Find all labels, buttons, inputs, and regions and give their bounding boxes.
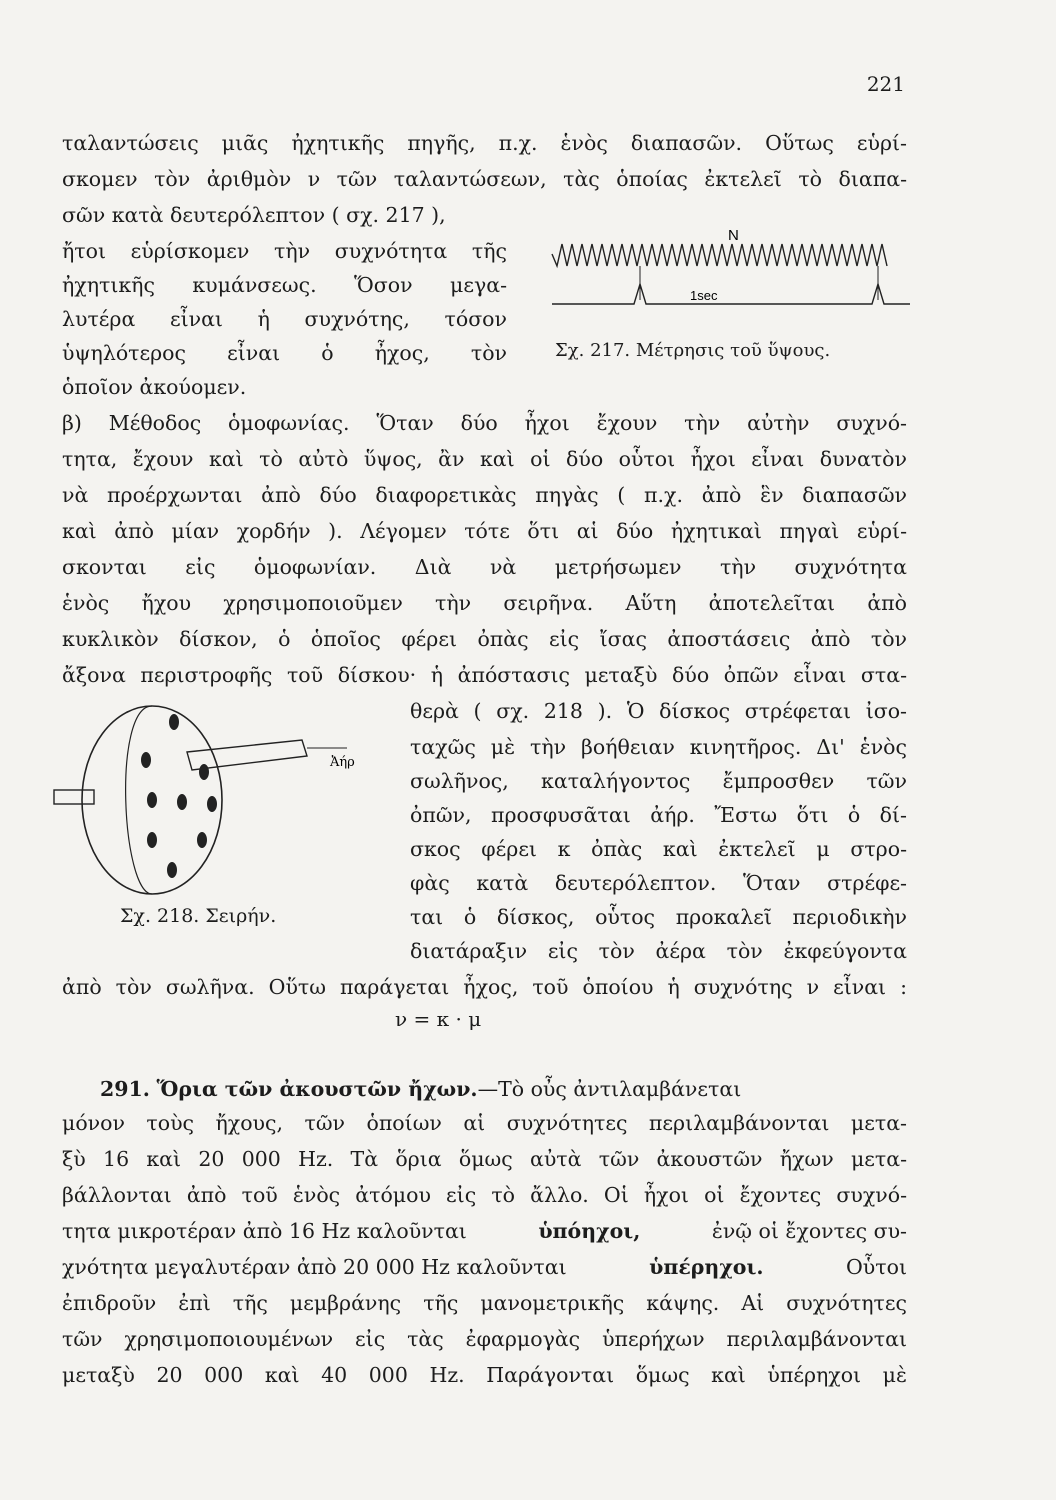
text-line: β) Μέθοδος ὁμοφωνίας. Ὅταν δύο ἦχοι ἔχουν τὴν αὐτὴν συχνό- [62,411,907,435]
label-n: N [728,227,739,244]
section-title: Ὅρια τῶν ἀκουστῶν ἤχων. [156,1077,478,1101]
figure-218-caption: Σχ. 218. Σειρήν. [120,905,277,927]
text-line: κυκλικὸν δίσκον, ὁ ὁποῖος φέρει ὀπὰς εἰς ἴσας ἀποστάσεις ἀπὸ τὸν [62,627,907,651]
text-line: ἤτοι εὑρίσκομεν τὴν συχνότητα τῆς [62,239,507,263]
text-line: μεταξὺ 20 000 καὶ 40 000 Hz. Παράγονται ὅμως καὶ ὑπέρηχοι μὲ [62,1363,907,1387]
text-line: ταχῶς μὲ τὴν βοήθειαν κινητῆρος. Δι' ἑνὸς [410,735,907,759]
term-ultrasound: ὑπέρηχοι. [649,1255,764,1279]
text-fragment: Οὗτοι [846,1255,907,1279]
text-line: σῶν κατὰ δευτερόλεπτον ( σχ. 217 ), [62,203,446,227]
label-sec: 1sec [690,288,718,303]
figure-217-caption: Σχ. 217. Μέτρησις τοῦ ὕψους. [555,340,831,361]
text-line: ἑνὸς ἤχου χρησιμοποιοῦμεν τὴν σειρῆνα. Αὕτη ἀποτελεῖται ἀπὸ [62,591,907,615]
text-fragment: τητα μικροτέραν ἀπὸ 16 Hz καλοῦνται [62,1219,467,1243]
label-air: Ἀήρ [330,755,355,770]
text-line: ξὺ 16 καὶ 20 000 Hz. Τὰ ὅρια ὅμως αὐτὰ τῶν ἀκουστῶν ἤχων μετα- [62,1147,907,1171]
text-line: τῶν χρησιμοποιουμένων εἰς τὰς ἐφαρμογὰς ὑπερήχων περιλαμβάνονται [62,1327,907,1351]
text-line: μόνον τοὺς ἤχους, τῶν ὁποίων αἱ συχνότητες περιλαμβάνονται μετα- [62,1111,907,1135]
figure-217-wave-diagram [552,227,912,306]
text-line: ταλαντώσεις μιᾶς ἠχητικῆς πηγῆς, π.χ. ἑνὸς διαπασῶν. Οὕτως εὑρί- [62,131,907,155]
text-line: τητα, ἔχουν καὶ τὸ αὐτὸ ὕψος, ἂν καὶ οἱ δύο οὗτοι ἦχοι εἶναι δυνατὸν [62,447,907,471]
text-line: σκομεν τὸν ἀριθμὸν ν τῶν ταλαντώσεων, τὰς ὁποίας ἐκτελεῖ τὸ διαπα- [62,167,907,191]
text-line: βάλλονται ἀπὸ τοῦ ἑνὸς ἀτόμου εἰς τὸ ἄλλο. Οἱ ἦχοι οἱ ἔχοντες συχνό- [62,1183,907,1207]
tuning-fork-trace [552,244,887,266]
text-line: ἀπὸ τὸν σωλῆνα. Οὕτω παράγεται ἦχος, τοῦ ὁποίου ἡ συχνότης ν εἶναι : [62,975,907,999]
text-line: ἄξονα περιστροφῆς τοῦ δίσκου· ἡ ἀπόστασις μεταξὺ δύο ὀπῶν εἶναι στα- [62,663,907,687]
text-line [62,1216,907,1246]
text-line: σκονται εἰς ὁμοφωνίαν. Διὰ νὰ μετρήσωμεν τὴν συχνότητα [62,555,907,579]
text-line: καὶ ἀπὸ μίαν χορδήν ). Λέγομεν τότε ὅτι αἱ δύο ἠχητικαὶ πηγαὶ εὑρί- [62,519,907,543]
text-line: ὑψηλότερος εἶναι ὁ ἦχος, τὸν [62,341,507,365]
time-trace [552,284,910,304]
text-line: ὁποῖον ἀκούομεν. [62,375,247,399]
text-line: ἐπιδροῦν ἐπὶ τῆς μεμβράνης τῆς μανομετρικῆς κάψης. Αἱ συχνότητες [62,1291,907,1315]
text-line: σκος φέρει κ ὀπὰς καὶ ἐκτελεῖ μ στρο- [410,837,907,861]
text-line: διατάραξιν εἰς τὸν ἀέρα τὸν ἐκφεύγοντα [410,939,907,963]
text-line: φὰς κατὰ δευτερόλεπτον. Ὅταν στρέφε- [410,871,907,895]
text-line: θερὰ ( σχ. 218 ). Ὁ δίσκος στρέφεται ἰσο- [410,699,907,723]
text-line: ὀπῶν, προσφυσᾶται ἀήρ. Ἔστω ὅτι ὁ δί- [410,803,907,827]
formula: ν = κ · μ [395,1007,482,1031]
text-line: ται ὁ δίσκος, οὗτος προκαλεῖ περιοδικὴν [410,905,907,929]
text-line [62,1252,907,1282]
section-291-heading-line [100,1074,907,1104]
page-number: 221 [866,72,905,96]
text-line: ἠχητικῆς κυμάνσεως. Ὅσον μεγα- [62,273,507,297]
text-line: λυτέρα εἶναι ἡ συχνότης, τόσον [62,307,507,331]
term-infrasound: ὑπόηχοι, [538,1219,641,1243]
figure-218-siren-diagram [52,700,392,890]
axle [54,790,94,804]
text-line: σωλῆνος, καταλήγοντος ἔμπροσθεν τῶν [410,769,907,793]
section-number: 291. [100,1077,150,1101]
text-fragment: χνότητα μεγαλυτέραν ἀπὸ 20 000 Hz καλοῦνται [62,1255,567,1279]
text-fragment: ἐνῷ οἱ ἔχοντες συ- [711,1219,907,1243]
text-line: νὰ προέρχωνται ἀπὸ δύο διαφορετικὰς πηγὰς ( π.χ. ἀπὸ ἓν διαπασῶν [62,483,907,507]
section-intro: —Τὸ οὖς ἀντιλαμβάνεται [477,1077,742,1101]
